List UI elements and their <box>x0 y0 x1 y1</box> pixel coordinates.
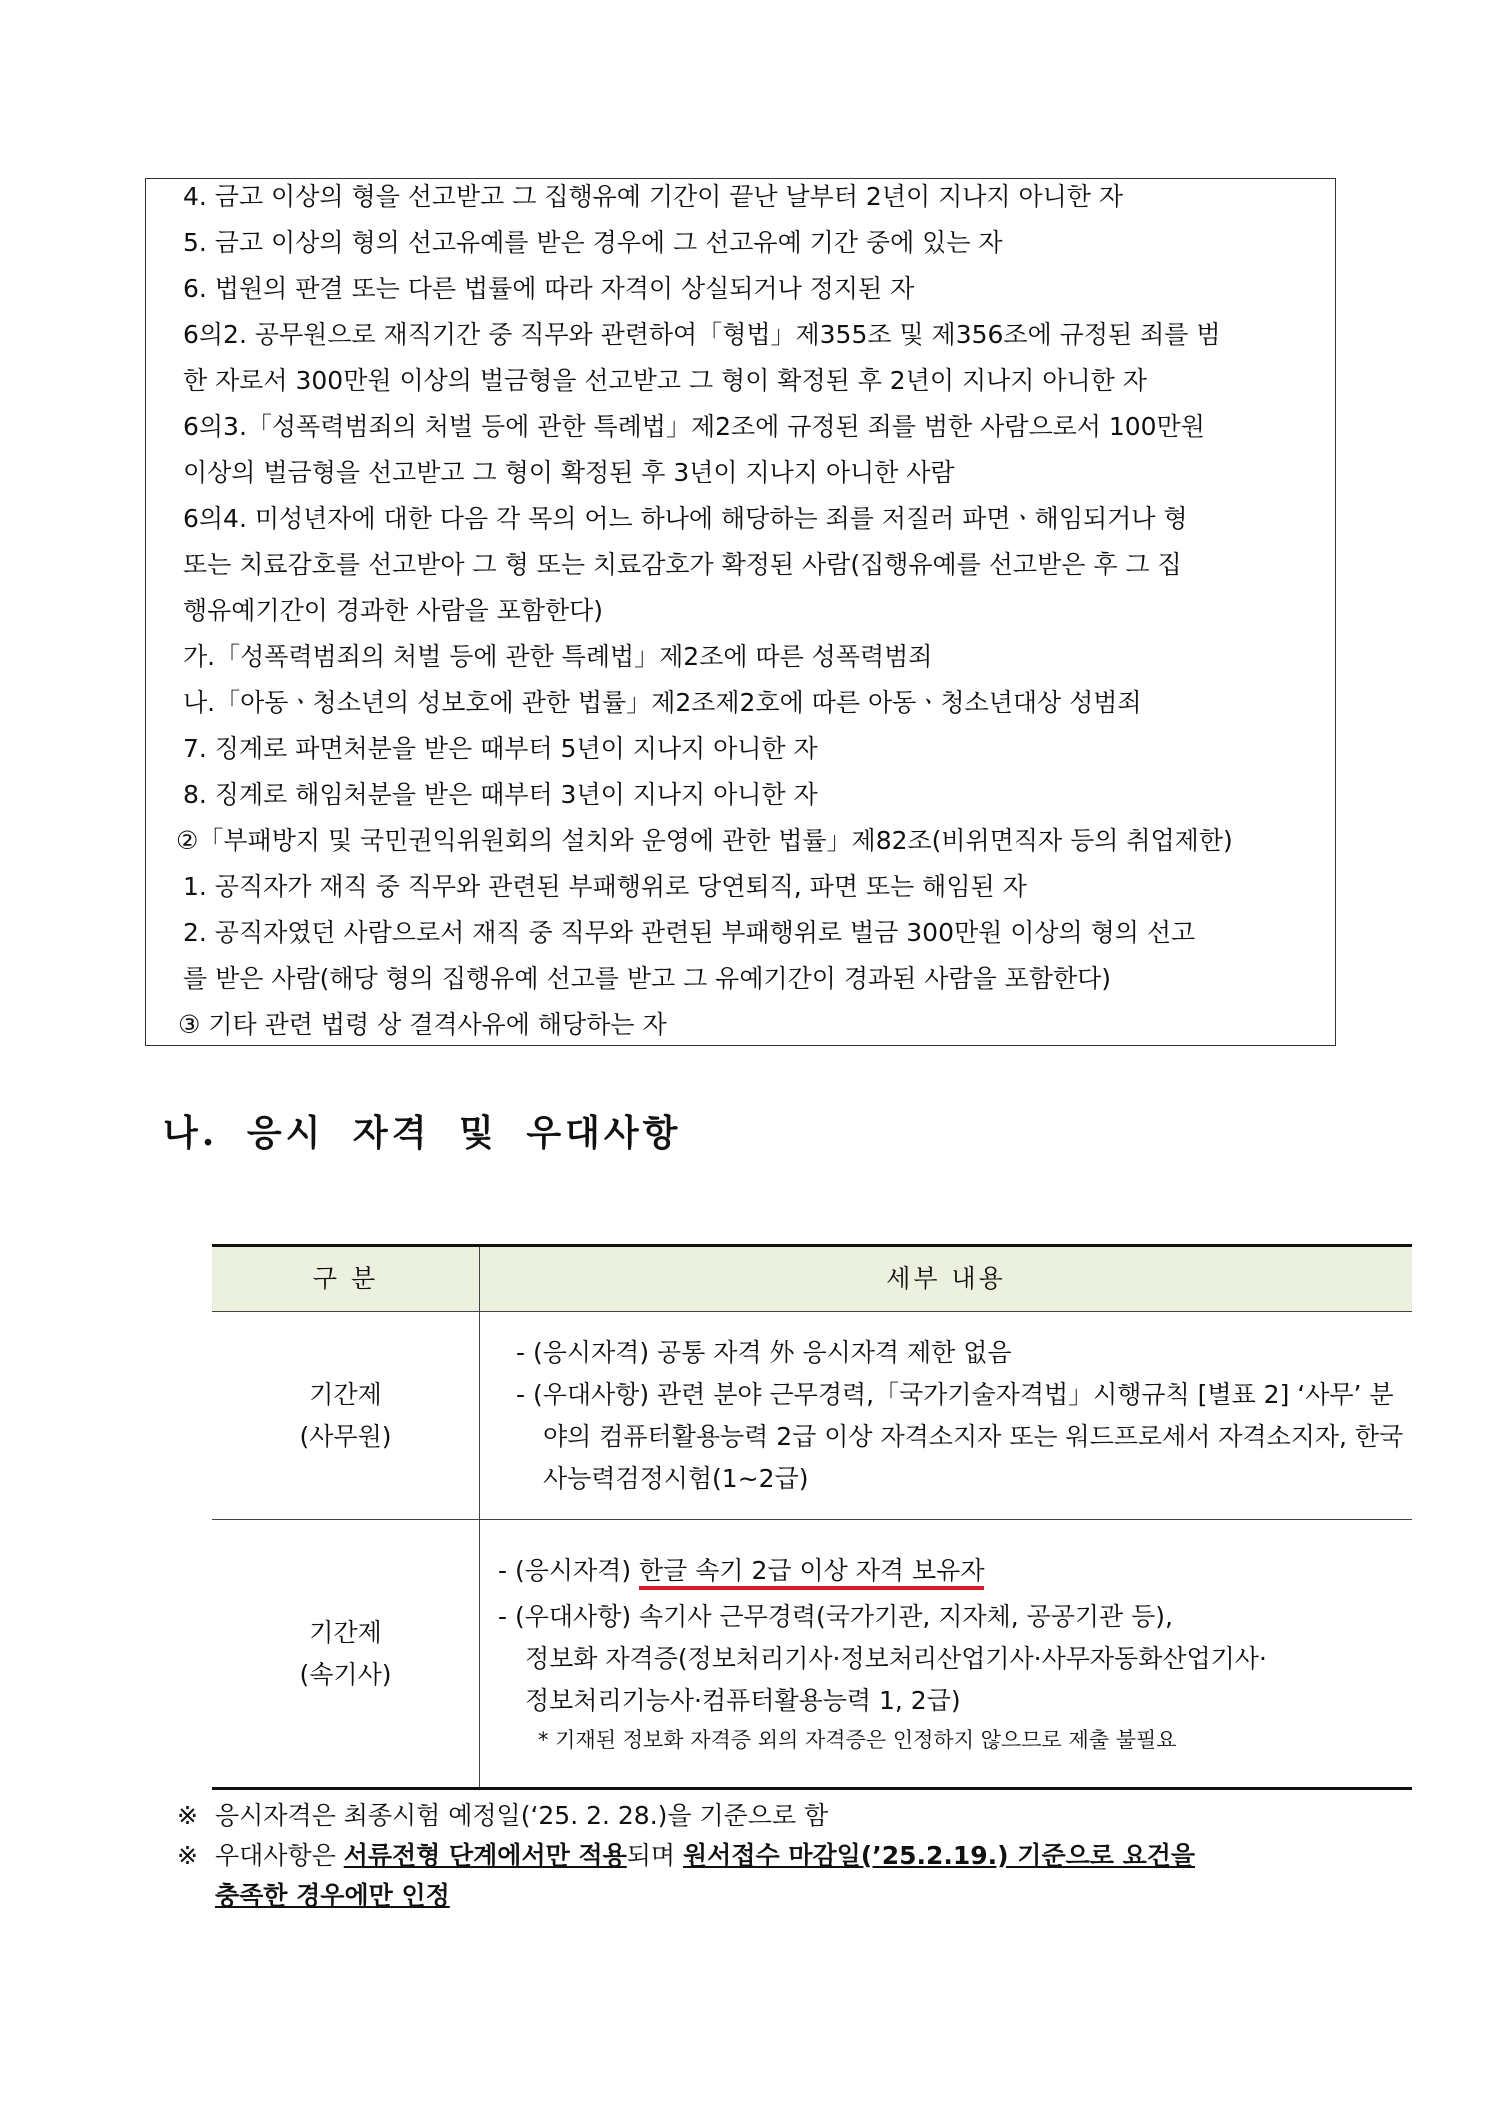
box-line-9: 또는 치료감호를 선고받아 그 형 또는 치료감호가 확정된 사람(집행유예를 선고받은 후 그 집 <box>183 550 1182 579</box>
detail-item <box>498 1550 1411 1592</box>
note-2-cont <box>215 1876 450 1916</box>
note-emphasis: 충족한 경우에만 인정 <box>215 1881 450 1910</box>
note-text: 되며 <box>626 1841 684 1870</box>
section-heading: 나. 응시 자격 및 우대사항 <box>163 1112 682 1154</box>
reference-mark-icon: ※ <box>177 1801 198 1830</box>
box-line-13: 7. 징계로 파면처분을 받은 때부터 5년이 지나지 아니한 자 <box>183 734 818 763</box>
box-line-5: 한 자로서 300만원 이상의 벌금형을 선고받고 그 형이 확정된 후 2년이 지나지 아니한 자 <box>183 366 1147 395</box>
box-line-14: 8. 징계로 해임처분을 받은 때부터 3년이 지나지 아니한 자 <box>183 780 818 809</box>
table-row <box>212 1520 1412 1789</box>
note-emphasis: 원서접수 마감일(’25.2.19.) 기준으로 요건을 <box>683 1841 1196 1870</box>
row-label <box>212 1520 480 1789</box>
box-line-12: 나.「아동ㆍ청소년의 성보호에 관한 법률」제2조제2호에 따른 아동ㆍ청소년대상 성범죄 <box>183 688 1142 717</box>
box-line-17: 2. 공직자였던 사람으로서 재직 중 직무와 관련된 부패행위로 벌금 300만원 이상의 형의 선고 <box>183 918 1196 947</box>
row-label-line2: (속기사) <box>299 1659 392 1689</box>
row-label-line1: 기간제 <box>309 1379 382 1409</box>
detail-item: - (우대사항) 관련 분야 근무경력,「국가기술자격법」시행규칙 [별표 2] ‘사무’ 분야의 컴퓨터활용능력 2급 이상 자격소지자 또는 워드프로세서 자격소지자, 한국사능력검정시험(1~2급) <box>516 1379 1404 1493</box>
box-line-3: 6. 법원의 판결 또는 다른 법률에 따라 자격이 상실되거나 정지된 자 <box>183 274 915 303</box>
reference-mark-icon: ※ <box>177 1841 198 1870</box>
row-details <box>480 1520 1413 1789</box>
box-line-1: 4. 금고 이상의 형을 선고받고 그 집행유예 기간이 끝난 날부터 2년이 지나지 아니한 자 <box>183 182 1124 211</box>
box-line-10: 행유예기간이 경과한 사람을 포함한다) <box>183 596 603 625</box>
box-line-18: 를 받은 사람(해당 형의 집행유예 선고를 받고 그 유예기간이 경과된 사람을 포함한다) <box>183 964 1112 993</box>
box-line-16: 1. 공직자가 재직 중 직무와 관련된 부패행위로 당연퇴직, 파면 또는 해임된 자 <box>183 872 1027 901</box>
table-row <box>212 1312 1412 1520</box>
header-category: 구 분 <box>212 1246 480 1312</box>
row-details <box>480 1312 1413 1520</box>
box-line-6: 6의3.「성폭력범죄의 처벌 등에 관한 특례법」제2조에 규정된 죄를 범한 사람으로서 100만원 <box>183 412 1205 441</box>
note-2 <box>177 1836 1195 1876</box>
note-emphasis: 서류전형 단계에서만 적용 <box>343 1841 627 1870</box>
row-label-line1: 기간제 <box>309 1617 382 1647</box>
table-header-row <box>212 1246 1412 1312</box>
detail-item: - (응시자격) 공통 자격 外 응시자격 제한 없음 <box>516 1337 1012 1367</box>
note-text: 응시자격은 최종시험 예정일(‘25. 2. 28.)을 기준으로 함 <box>215 1801 829 1830</box>
detail-item-cont: 정보화 자격증(정보처리기사·정보처리산업기사·사무자동화산업기사· <box>525 1643 1267 1673</box>
qualification-table <box>212 1244 1412 1790</box>
box-line-8: 6의4. 미성년자에 대한 다음 각 목의 어느 하나에 해당하는 죄를 저질러 파면ㆍ해임되거나 형 <box>183 504 1188 533</box>
note-1 <box>177 1796 828 1836</box>
detail-item: - (우대사항) 속기사 근무경력(국가기관, 지자체, 공공기관 등), <box>498 1601 1174 1631</box>
box-line-15: ②「부패방지 및 국민권익위원회의 설치와 운영에 관한 법률」제82조(비위면직자 등의 취업제한) <box>176 826 1233 855</box>
box-line-7: 이상의 벌금형을 선고받고 그 형이 확정된 후 3년이 지나지 아니한 사람 <box>183 458 955 487</box>
box-line-19: ③ 기타 관련 법령 상 결격사유에 해당하는 자 <box>178 1010 667 1039</box>
detail-footnote: * 기재된 정보화 자격증 외의 자격증은 인정하지 않으므로 제출 불필요 <box>538 1727 1177 1752</box>
box-line-4: 6의2. 공무원으로 재직기간 중 직무와 관련하여「형법」제355조 및 제356조에 규정된 죄를 범 <box>183 320 1221 349</box>
highlighted-requirement: 한글 속기 2급 이상 자격 보유자 <box>639 1556 984 1590</box>
box-line-2: 5. 금고 이상의 형의 선고유예를 받은 경우에 그 선고유예 기간 중에 있는 자 <box>183 228 1003 257</box>
row-label-line2: (사무원) <box>299 1421 392 1451</box>
note-text: 우대사항은 <box>215 1841 344 1870</box>
header-details: 세부 내용 <box>480 1246 1413 1312</box>
box-line-11: 가.「성폭력범죄의 처벌 등에 관한 특례법」제2조에 따른 성폭력범죄 <box>183 642 933 671</box>
detail-prefix: - (응시자격) <box>498 1555 640 1585</box>
detail-item-cont: 정보처리기능사·컴퓨터활용능력 1, 2급) <box>525 1685 961 1715</box>
row-label <box>212 1312 480 1520</box>
